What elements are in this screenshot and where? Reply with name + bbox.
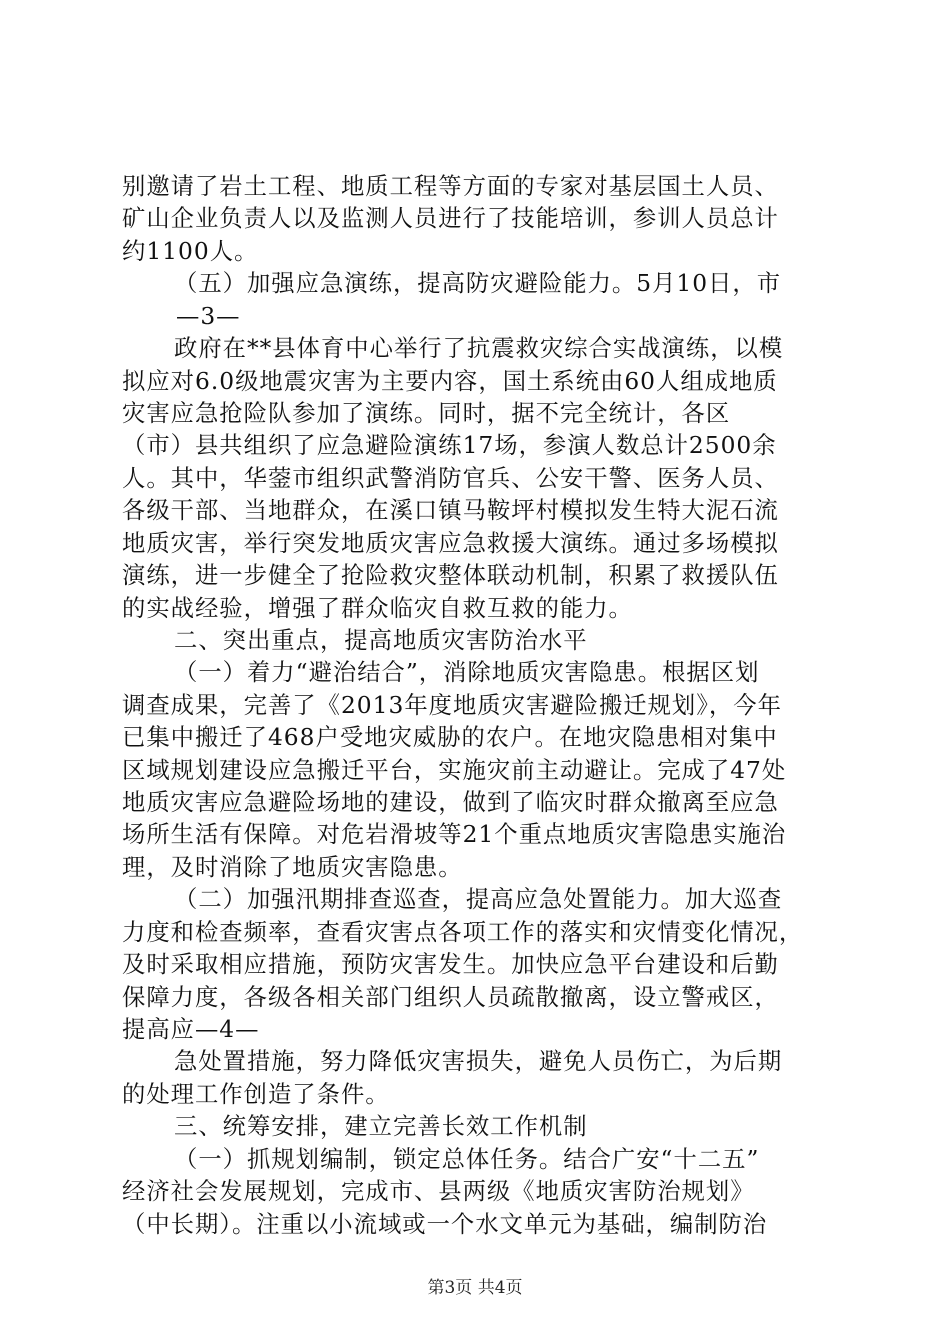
text-line: 演练，进一步健全了抢险救灾整体联动机制，积累了救援队伍 <box>122 561 779 590</box>
text-line: 场所生活有保障。对危岩滑坡等21个重点地质灾害隐患实施治 <box>122 820 787 849</box>
text-line: 拟应对6.0级地震灾害为主要内容，国土系统由60人组成地质 <box>122 366 778 395</box>
text-line: 提高应—4— <box>122 1015 260 1044</box>
page-footer: 第3页 共4页 <box>427 1278 523 1298</box>
text-line: 及时采取相应措施，预防灾害发生。加快应急平台建设和后勤 <box>122 950 779 979</box>
text-line: 人。其中，华蓥市组织武警消防官兵、公安干警、医务人员、 <box>122 463 779 492</box>
text-line: 经济社会发展规划，完成市、县两级《地质灾害防治规划》 <box>122 1177 755 1206</box>
text-line: 地质灾害应急避险场地的建设，做到了临灾时群众撤离至应急 <box>122 788 779 817</box>
text-line: 灾害应急抢险队参加了演练。同时，据不完全统计，各区 <box>122 398 731 427</box>
section-heading: 三、统筹安排，建立完善长效工作机制 <box>174 1112 588 1141</box>
text-line: 区域规划建设应急搬迁平台，实施灾前主动避让。完成了47处 <box>122 755 787 784</box>
text-line: 已集中搬迁了468户受地灾威胁的农户。在地灾隐患相对集中 <box>122 723 778 752</box>
page-separator: —3— <box>176 301 241 330</box>
text-line: 政府在**县体育中心举行了抗震救灾综合实战演练，以模 <box>174 334 784 363</box>
text-line: 理，及时消除了地质灾害隐患。 <box>122 852 463 881</box>
text-line: （五）加强应急演练，提高防灾避险能力。5月10日，市 <box>174 269 782 298</box>
text-line: 力度和检查频率，查看灾害点各项工作的落实和灾情变化情况， <box>122 917 804 946</box>
text-line: （一）着力“避治结合”，消除地质灾害隐患。根据区划 <box>174 658 760 687</box>
text-line: 的实战经验，增强了群众临灾自救互救的能力。 <box>122 593 633 622</box>
text-line: 各级干部、当地群众，在溪口镇马鞍坪村模拟发生特大泥石流 <box>122 496 779 525</box>
section-heading: 二、突出重点，提高地质灾害防治水平 <box>174 625 588 654</box>
text-line: 的处理工作创造了条件。 <box>122 1079 390 1108</box>
text-line: 保障力度，各级各相关部门组织人员疏散撤离，设立警戒区， <box>122 982 779 1011</box>
text-line: 急处置措施，努力降低灾害损失，避免人员伤亡，为后期 <box>174 1047 783 1076</box>
text-line: （市）县共组织了应急避险演练17场，参演人数总计2500余 <box>122 431 777 460</box>
text-line: 别邀请了岩土工程、地质工程等方面的专家对基层国土人员、 <box>122 172 779 200</box>
text-line: （中长期）。注重以小流域或一个水文单元为基础，编制防治 <box>122 1209 768 1238</box>
text-line: 矿山企业负责人以及监测人员进行了技能培训，参训人员总计 <box>122 204 779 233</box>
text-line: （二）加强汛期排查巡查，提高应急处置能力。加大巡查 <box>174 885 783 914</box>
text-line: 地质灾害，举行突发地质灾害应急救援大演练。通过多场模拟 <box>122 528 779 557</box>
text-line: （一）抓规划编制，锁定总体任务。结合广安“十二五” <box>174 1144 760 1173</box>
text-line: 约1100人。 <box>122 236 259 265</box>
text-line: 调查成果，完善了《2013年度地质灾害避险搬迁规划》，今年 <box>122 690 782 719</box>
